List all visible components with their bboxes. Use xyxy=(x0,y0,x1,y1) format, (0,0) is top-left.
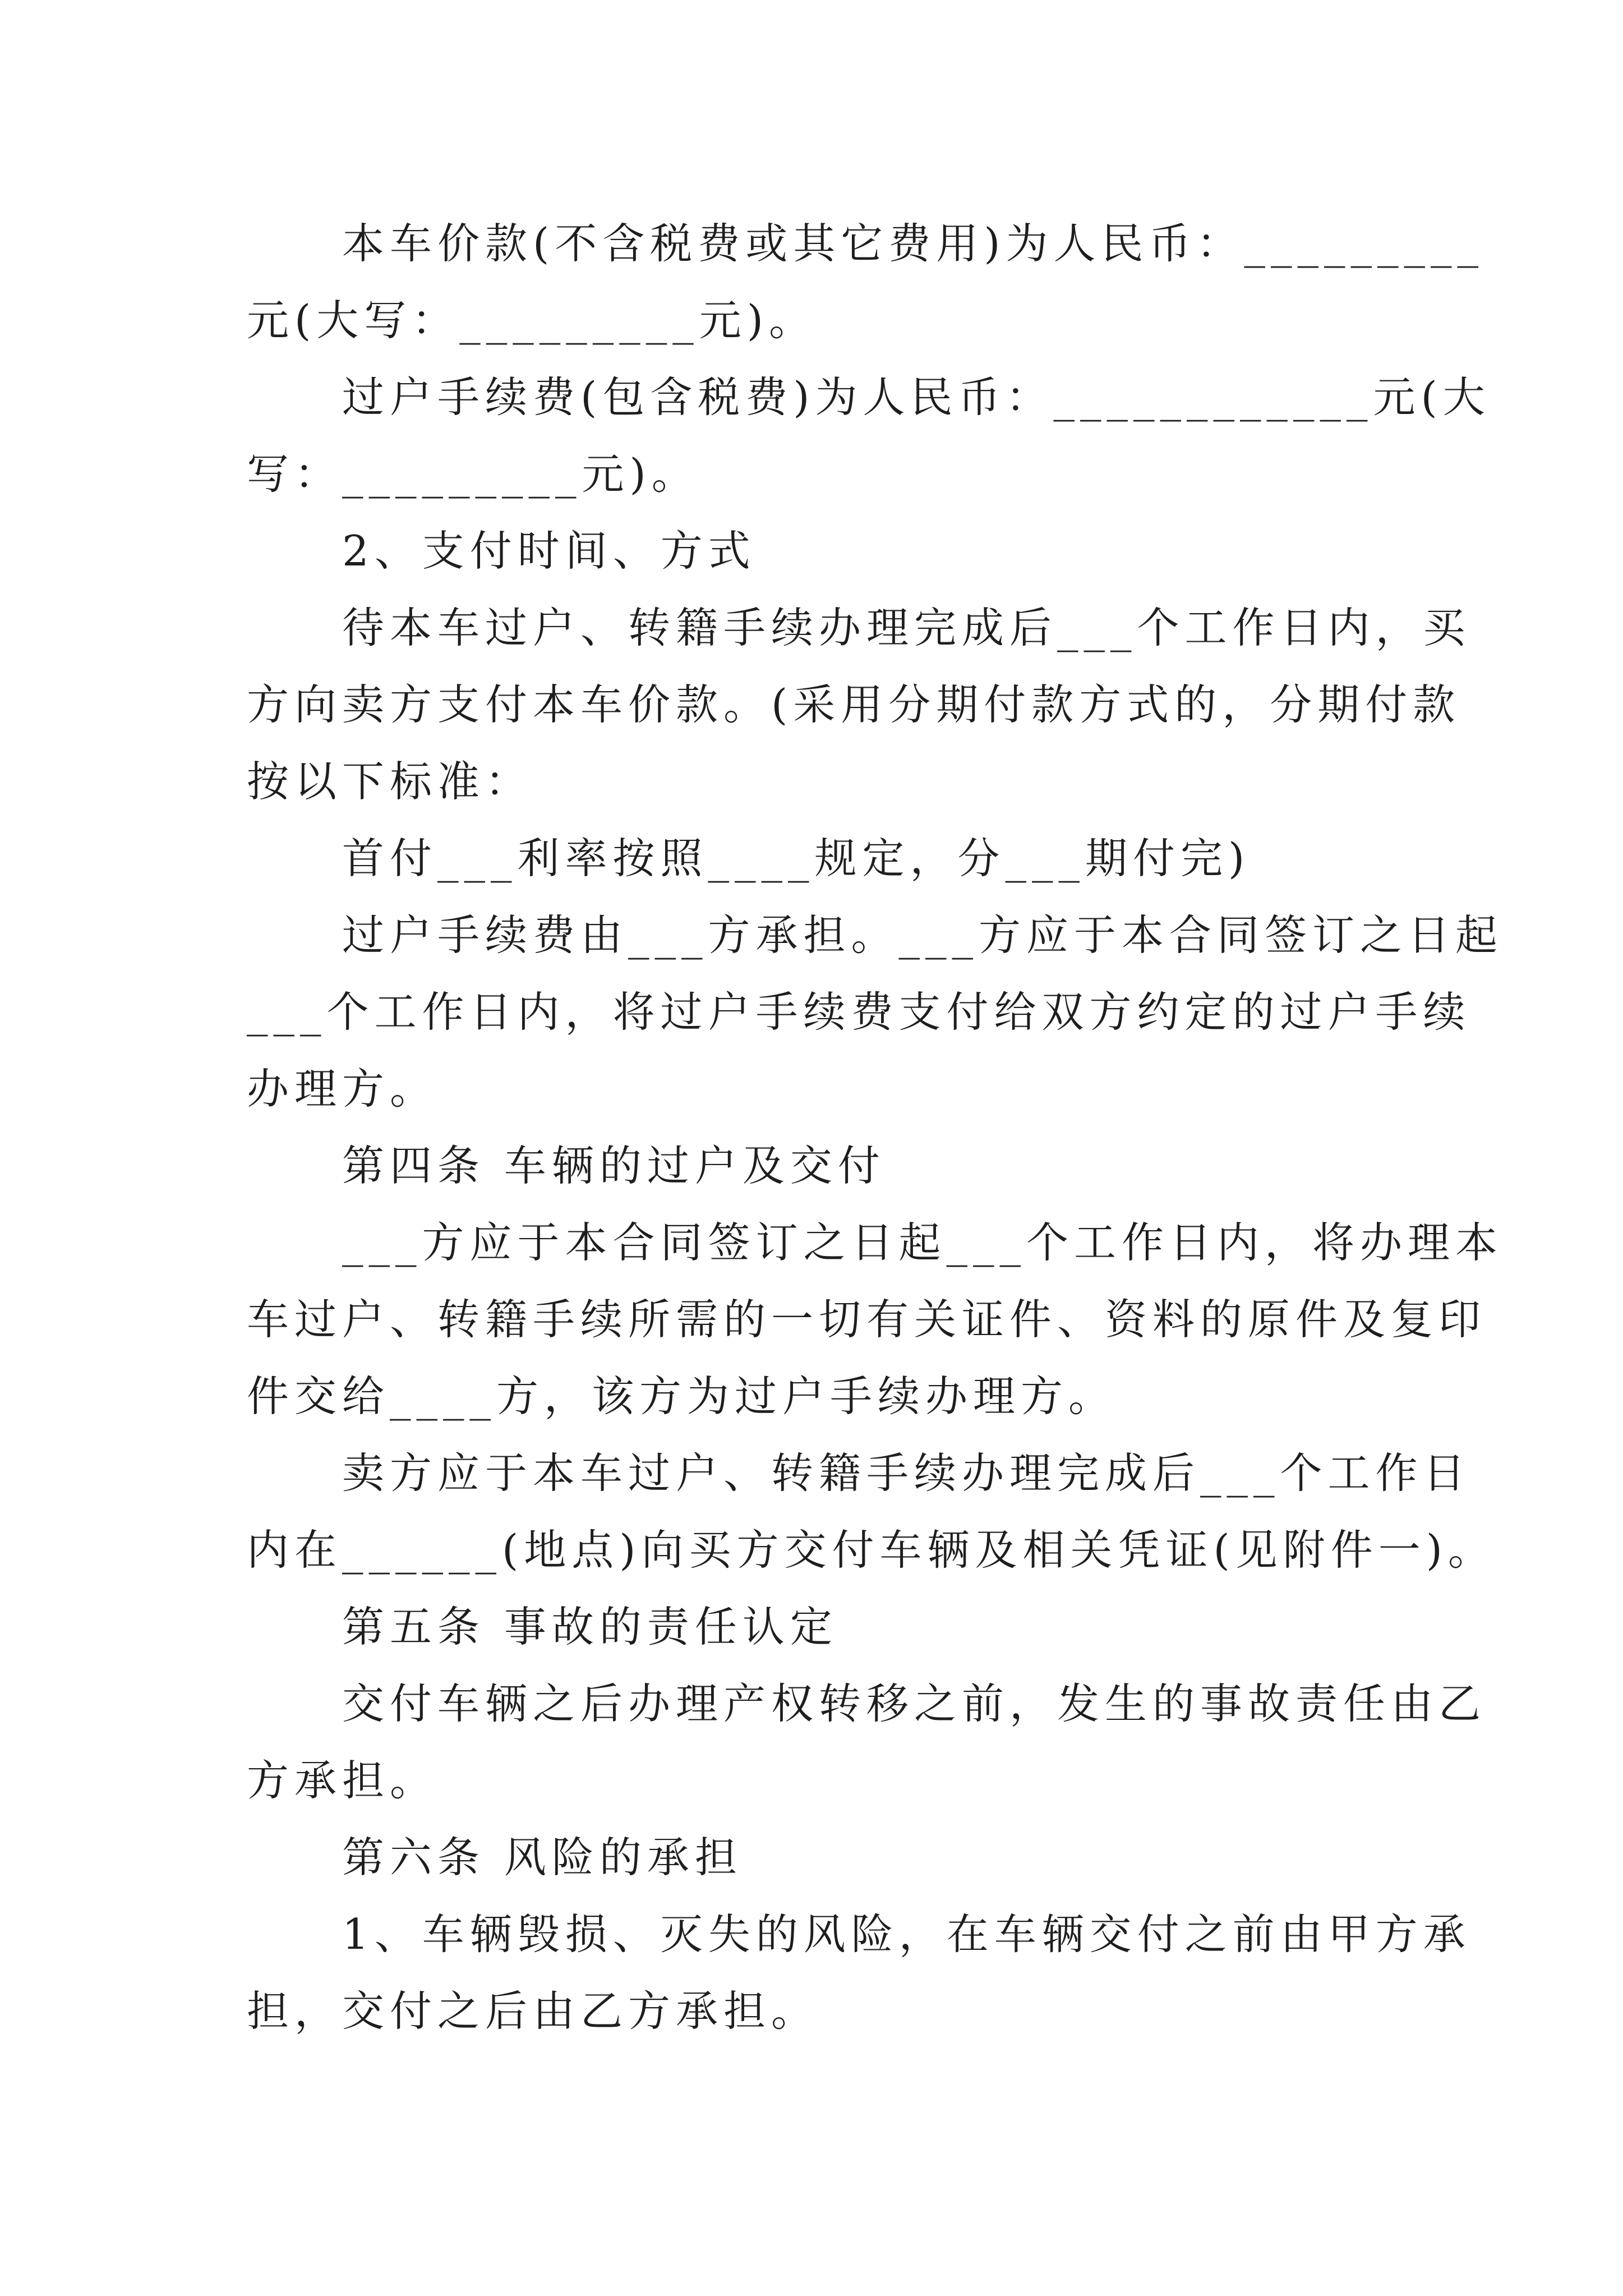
text-line: 件交给____方，该方为过户手续办理方。 xyxy=(247,1372,1117,1421)
text-line: 办理方。 xyxy=(247,1064,438,1114)
text-line: 第六条 风险的承担 xyxy=(247,1833,743,1882)
text-line: 内在______(地点)向买方交付车辆及相关凭证(见附件一)。 xyxy=(247,1525,1496,1575)
text-line: 第五条 事故的责任认定 xyxy=(247,1602,838,1651)
text-line: 2、支付时间、方式 xyxy=(247,526,756,576)
text-line: ___个工作日内，将过户手续费支付给双方约定的过户手续 xyxy=(247,987,1471,1037)
text-line: 待本车过户、转籍手续办理完成后___个工作日内，买 xyxy=(247,603,1471,652)
contract-body-text xyxy=(247,205,1504,2050)
text-line: 担，交付之后由乙方承担。 xyxy=(247,1986,819,2036)
text-line: 方承担。 xyxy=(247,1756,438,1805)
text-line: 过户手续费由___方承担。___方应于本合同签订之日起 xyxy=(247,910,1504,960)
text-line: 写：_________元)。 xyxy=(247,449,699,499)
text-line: 本车价款(不含税费或其它费用)为人民币：_________ xyxy=(247,219,1484,268)
text-line: 卖方应于本车过户、转籍手续办理完成后___个工作日 xyxy=(247,1448,1471,1498)
text-line: ___方应于本合同签订之日起___个工作日内，将办理本 xyxy=(247,1218,1504,1267)
text-line: 方向卖方支付本车价款。(采用分期付款方式的，分期付款 xyxy=(247,680,1461,729)
text-line: 元(大写：_________元)。 xyxy=(247,296,817,345)
text-line: 交付车辆之后办理产权转移之前，发生的事故责任由乙 xyxy=(247,1679,1487,1728)
text-line: 第四条 车辆的过户及交付 xyxy=(247,1141,886,1190)
text-line: 1、车辆毁损、灭失的风险，在车辆交付之前由甲方承 xyxy=(247,1910,1471,1959)
text-line: 过户手续费(包含税费)为人民币：____________元(大 xyxy=(247,372,1491,422)
text-line: 按以下标准： xyxy=(247,757,533,806)
text-line: 首付___利率按照____规定，分___期付完) xyxy=(247,834,1251,883)
text-line: 车过户、转籍手续所需的一切有关证件、资料的原件及复印 xyxy=(247,1295,1487,1344)
